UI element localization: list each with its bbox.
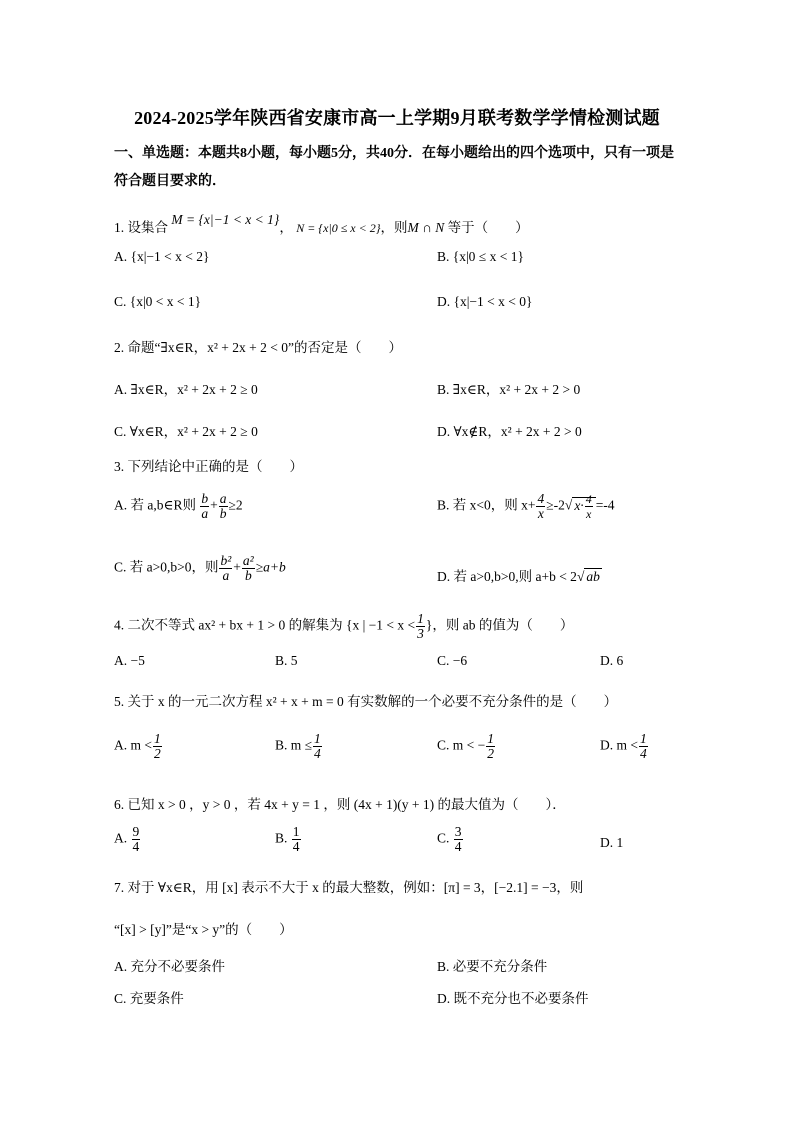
- q5-a-prefix: A. m <: [114, 737, 152, 753]
- q3-d-prefix: D. 若 a>0,b>0,则 a+b < 2: [437, 569, 577, 584]
- q2-option-b[interactable]: B. ∃x∈R，x² + 2x + 2 > 0: [437, 382, 581, 397]
- q4-option-d[interactable]: D. 6: [600, 653, 624, 668]
- q6-option-d[interactable]: D. 1: [600, 835, 624, 850]
- fraction: $\frac{9}{4}$: [132, 824, 140, 854]
- q5-c-prefix: C. m < −: [437, 737, 486, 753]
- question-2: 2. 命题“∃x∈R，x² + 2x + 2 < 0”的否定是（ ）: [114, 340, 402, 355]
- q3-option-c[interactable]: [114, 554, 286, 583]
- page-title: 2024-2025学年陕西省安康市高一上学期9月联考数学学情检测试题: [134, 108, 660, 128]
- q3-c-tail: ≥a+b: [255, 559, 286, 575]
- question-3: 3. 下列结论中正确的是（ ）: [114, 459, 303, 474]
- fraction: $\frac{1}{2}$: [154, 731, 161, 761]
- q6-b-prefix: B.: [275, 830, 288, 846]
- fraction: $\frac{3}{4}$: [454, 824, 462, 854]
- q5-option-b[interactable]: [275, 732, 323, 761]
- q4-option-c[interactable]: C. −6: [437, 653, 468, 668]
- q3-a-tail: ≥2: [228, 497, 243, 513]
- q4-option-a[interactable]: A. −5: [114, 653, 145, 668]
- q3-b-prefix: B. 若 x<0，则 x+: [437, 497, 536, 513]
- q6-option-a[interactable]: [114, 825, 141, 854]
- set-m: M = {x|−1 < x < 1}: [171, 212, 280, 227]
- q1-option-c[interactable]: C. {x|0 < x < 1}: [114, 294, 202, 309]
- q2-option-c[interactable]: C. ∀x∈R，x² + 2x + 2 ≥ 0: [114, 424, 258, 439]
- q3-option-b[interactable]: [437, 492, 615, 521]
- q1-option-d[interactable]: D. {x|−1 < x < 0}: [437, 294, 533, 309]
- question-5: 5. 关于 x 的一元二次方程 x² + x + m = 0 有实数解的一个必要不充分条件的是（ ）: [114, 694, 618, 709]
- fraction: $\frac{1}{3}$: [417, 611, 424, 641]
- radicand: x· $\frac{4}{x}$: [572, 497, 595, 513]
- q7-option-c[interactable]: C. 充要条件: [114, 991, 184, 1006]
- section-instructions: 一、单选题：本题共8小题，每小题5分，共40分．在每小题给出的四个选项中，只有一项是符合题目要求的．: [114, 146, 674, 189]
- fraction: $\frac{1}{4}$: [640, 731, 647, 761]
- q3-b-mid: ≥-2: [546, 497, 565, 513]
- plus-sign: +: [233, 559, 241, 575]
- q6-option-b[interactable]: [275, 825, 302, 854]
- q6-c-prefix: C.: [437, 830, 450, 846]
- question-1-prefix: 1. 设集合: [114, 220, 168, 235]
- q5-d-prefix: D. m <: [600, 737, 638, 753]
- q7-option-b[interactable]: B. 必要不充分条件: [437, 959, 548, 974]
- q4-option-b[interactable]: B. 5: [275, 653, 298, 668]
- question-1: [114, 212, 529, 236]
- set-n: N = {x|0 ≤ x < 2}: [296, 221, 381, 235]
- question-4-stem-end: }，则 ab 的值为（ ）: [425, 617, 574, 633]
- fraction: $\frac{1}{2}$: [487, 731, 494, 761]
- question-1-then: ，则: [380, 220, 408, 235]
- q5-option-d[interactable]: [600, 732, 649, 761]
- question-1-sep: ，: [279, 220, 293, 235]
- q3-b-tail: =-4: [595, 497, 615, 513]
- plus-sign: +: [210, 497, 218, 513]
- sqrt-icon: √: [564, 497, 573, 513]
- q7-option-d[interactable]: D. 既不充分也不必要条件: [437, 991, 589, 1006]
- question-6: 6. 已知 x > 0 ，y > 0 ，若 4x + y = 1 ，则 (4x + 1)(y + 1) 的最大值为（ ）．: [114, 797, 566, 812]
- q6-option-c[interactable]: [437, 825, 464, 854]
- radicand: ab: [586, 569, 600, 584]
- question-1-end: 等于（ ）: [447, 220, 529, 235]
- q2-option-d[interactable]: D. ∀x∉R，x² + 2x + 2 > 0: [437, 424, 582, 439]
- q6-a-prefix: A.: [114, 830, 128, 846]
- q3-a-prefix: A. 若 a,b∈R则: [114, 497, 196, 513]
- question-4-stem: 4. 二次不等式 ax² + bx + 1 > 0 的解集为 {x | −1 < x <: [114, 617, 416, 633]
- q7-option-a[interactable]: A. 充分不必要条件: [114, 959, 225, 974]
- q2-option-a[interactable]: A. ∃x∈R，x² + 2x + 2 ≥ 0: [114, 382, 258, 397]
- sqrt-icon: √: [576, 569, 585, 584]
- fraction: $\frac{1}{4}$: [292, 824, 300, 854]
- fraction: $\frac{1}{4}$: [314, 731, 321, 761]
- question-4: [114, 612, 573, 641]
- q3-c-prefix: C. 若 a>0,b>0，则: [114, 559, 219, 575]
- fraction: $\frac{\text{a²}}{b}$: [242, 553, 254, 583]
- intersection-expr: M ∩ N: [407, 220, 445, 235]
- fraction: $\frac{4}{x}$: [537, 491, 545, 521]
- q1-option-a[interactable]: A. {x|−1 < x < 2}: [114, 249, 210, 264]
- question-7-line-1: 7. 对于 ∀x∈R，用 [x] 表示不大于 x 的最大整数，例如：[π] = 3，[−2.1] = −3，则: [114, 880, 584, 895]
- q5-option-a[interactable]: [114, 732, 163, 761]
- fraction: $\frac{\text{b²}}{a}$: [220, 553, 232, 583]
- fraction: $\frac{b}{a}$: [201, 491, 209, 521]
- question-7-line-2: “[x] > [y]”是“x > y”的（ ）: [114, 922, 293, 937]
- q3-option-a[interactable]: [114, 492, 243, 521]
- fraction: $\frac{a}{b}$: [219, 491, 227, 521]
- q1-option-b[interactable]: B. {x|0 ≤ x < 1}: [437, 249, 524, 264]
- q3-option-d[interactable]: [437, 565, 602, 585]
- q5-option-c[interactable]: [437, 732, 496, 761]
- q5-b-prefix: B. m ≤: [275, 737, 313, 753]
